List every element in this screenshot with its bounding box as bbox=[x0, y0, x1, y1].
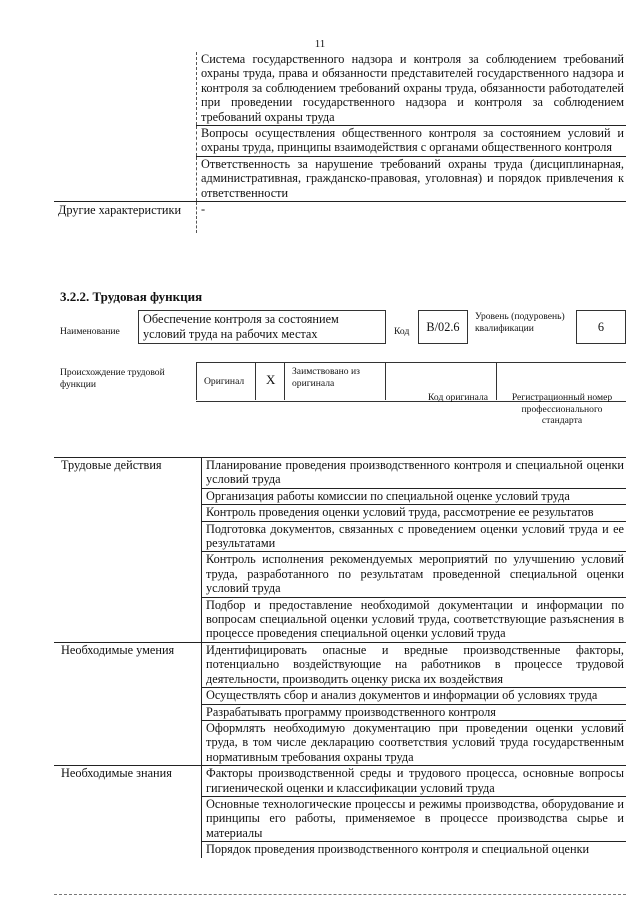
labor-action-4: Контроль исполнения рекомендуемых мероприятий по улучшению условий труда, разработанного по результатам проведенной специальной оценки условий труда bbox=[202, 552, 627, 597]
other-characteristics-label: Другие характеристики bbox=[54, 202, 197, 234]
labor-actions-label: Трудовые действия bbox=[54, 458, 202, 643]
reg-number-label: Регистрационный номер профессионального стандарта bbox=[511, 392, 613, 426]
labor-action-1: Организация работы комиссии по специальной оценке условий труда bbox=[202, 488, 627, 504]
page-bottom-edge bbox=[54, 894, 626, 895]
level-label: Уровень (подуровень) квалификации bbox=[475, 311, 565, 334]
labor-action-3: Подготовка документов, связанных с проведением оценки условий труда и ее результатами bbox=[202, 521, 627, 552]
top-row-label-empty bbox=[54, 52, 197, 202]
labor-function-table bbox=[54, 457, 626, 858]
knowledge-0: Факторы производственной среды и трудового процесса, основные вопросы гигиенической оценки и классификации условий труда bbox=[202, 766, 627, 797]
skill-1: Осуществлять сбор и анализ документов и информации об условиях труда bbox=[202, 688, 627, 704]
required-skills-label: Необходимые умения bbox=[54, 642, 202, 765]
level-value-box: 6 bbox=[576, 310, 626, 344]
section-heading: 3.2.2. Трудовая функция bbox=[60, 289, 203, 304]
skill-2: Разрабатывать программу производственного контроля bbox=[202, 704, 627, 720]
page-number: 11 bbox=[314, 38, 326, 50]
origin-label: Происхождение трудовой функции bbox=[60, 367, 165, 390]
code-value-box: В/02.6 bbox=[418, 310, 468, 344]
skill-0: Идентифицировать опасные и вредные производственные факторы, потенциально воздействующие на работников в процессе трудовой деятельности, производить оценку риска их воздействия bbox=[202, 642, 627, 687]
borrowed-label: Заимствовано из оригинала bbox=[292, 366, 360, 389]
origin-divider bbox=[496, 362, 497, 400]
top-cell-2: Ответственность за нарушение требований охраны труда (дисциплинарная, административная, гражданско-правовая, уголовная) и порядок привлечения к ответственности bbox=[197, 156, 627, 201]
knowledge-1: Основные технологические процессы и режимы производства, оборудование и принципы его работы, применяемое в процессе производства сырье и материалы bbox=[202, 796, 627, 841]
code-label: Код bbox=[394, 326, 410, 337]
knowledge-2: Порядок проведения производственного контроля и специальной оценки bbox=[202, 842, 627, 858]
labor-action-0: Планирование проведения производственного контроля и специальной оценки условий труда bbox=[202, 458, 627, 489]
original-label: Оригинал bbox=[204, 376, 245, 387]
required-knowledge-label: Необходимые знания bbox=[54, 766, 202, 858]
labor-action-5: Подбор и предоставление необходимой документации и информации по вопросам специальной оценки условий труда, соответствующие разъяснения в процессе проведения специальной оценки условий труда bbox=[202, 597, 627, 642]
top-cell-1: Вопросы осуществления общественного контроля за состоянием условий и охраны труда, принципы взаимодействия с органами общественного контроля bbox=[197, 126, 627, 157]
other-characteristics-value: - bbox=[197, 202, 627, 234]
name-label: Наименование bbox=[60, 326, 120, 337]
skill-3: Оформлять необходимую документацию при проведении оценки условий труда, в том числе декларацию соответствия условий труда государственным нормативным требования охраны труда bbox=[202, 720, 627, 765]
original-mark: X bbox=[266, 372, 276, 387]
top-cell-0: Система государственного надзора и контроля за соблюдением требований охраны труда, права и обязанности представителей государственного надзора и контроля за соблюдением требований охраны труда, обязанности работодателей при проведении государственного надзора и контроля за соблюдением требований охраны труда bbox=[201, 52, 624, 124]
code-original-label: Код оригинала bbox=[428, 392, 489, 403]
labor-action-2: Контроль проведения оценки условий труда, рассмотрение ее результатов bbox=[202, 505, 627, 521]
top-table bbox=[54, 52, 626, 233]
function-name-box: Обеспечение контроля за состоянием условий труда на рабочих местах bbox=[138, 310, 386, 344]
